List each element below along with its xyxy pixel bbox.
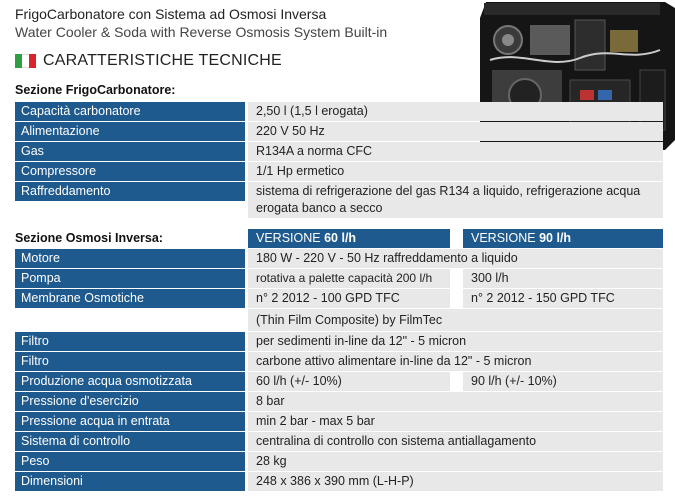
fc-section-title: Sezione FrigoCarbonatore:	[15, 83, 176, 97]
table-row	[15, 392, 663, 411]
version-a-header: VERSIONE 60 l/h	[248, 229, 450, 248]
section-heading: CARATTERISTICHE TECNICHE	[43, 52, 282, 69]
table-row	[15, 472, 663, 491]
row-value-b: 90 l/h (+/- 10%)	[463, 372, 663, 391]
table-row	[15, 269, 663, 288]
row-value: 28 kg	[248, 452, 663, 471]
row-value: sistema di refrigerazione del gas R134 a liquido, refrigerazione acqua erogata banco a secco	[248, 182, 663, 218]
row-value-a: rotativa a palette capacità 200 l/h	[248, 269, 450, 288]
table-row	[15, 412, 663, 431]
row-value: 248 x 386 x 390 mm (L-H-P)	[248, 472, 663, 491]
row-label: Sistema di controllo	[15, 432, 245, 451]
row-value: per sedimenti in-line da 12" - 5 micron	[248, 332, 663, 351]
table-row	[15, 432, 663, 451]
row-value-b: 300 l/h	[463, 269, 663, 288]
version-b-header: VERSIONE 90 l/h	[463, 229, 663, 248]
row-value-a: 60 l/h (+/- 10%)	[248, 372, 450, 391]
row-value: 180 W - 220 V - 50 Hz raffreddamento a liquido	[248, 249, 663, 268]
row-value: R134A a norma CFC	[248, 142, 663, 161]
row-value: 1/1 Hp ermetico	[248, 162, 663, 181]
row-value: 8 bar	[248, 392, 663, 411]
row-label: Pompa	[15, 269, 245, 288]
table-row	[15, 289, 663, 308]
row-value: centralina di controllo con sistema antiallagamento	[248, 432, 663, 451]
row-label: Raffreddamento	[15, 182, 245, 201]
row-label: Membrane Osmotiche	[15, 289, 245, 308]
row-value: 220 V 50 Hz	[248, 122, 663, 141]
row-label: Pressione d'esercizio	[15, 392, 245, 411]
row-value-b: n° 2 2012 - 150 GPD TFC	[463, 289, 663, 308]
row-value: min 2 bar - max 5 bar	[248, 412, 663, 431]
oi-section-title: Sezione Osmosi Inversa:	[15, 231, 163, 245]
row-label: Motore	[15, 249, 245, 268]
table-row	[15, 162, 663, 181]
row-label: Filtro	[15, 332, 245, 351]
table-row	[15, 102, 663, 121]
row-value: (Thin Film Composite) by FilmTec	[248, 309, 663, 331]
row-value: carbone attivo alimentare in-line da 12" - 5 micron	[248, 352, 663, 371]
row-value-a: n° 2 2012 - 100 GPD TFC	[248, 289, 450, 308]
row-label: Produzione acqua osmotizzata	[15, 372, 245, 391]
table-row	[15, 452, 663, 471]
table-row	[15, 352, 663, 371]
italian-flag-icon	[15, 54, 36, 68]
table-row	[15, 332, 663, 351]
row-label	[15, 309, 245, 328]
row-label: Alimentazione	[15, 122, 245, 141]
row-label: Filtro	[15, 352, 245, 371]
table-row	[15, 142, 663, 161]
row-value: 2,50 l (1,5 l erogata)	[248, 102, 663, 121]
row-label: Gas	[15, 142, 245, 161]
version-header-row	[15, 229, 663, 248]
table-row	[15, 182, 663, 218]
table-row	[15, 372, 663, 391]
table-row	[15, 249, 663, 268]
table-row	[15, 122, 663, 141]
row-label: Dimensioni	[15, 472, 245, 491]
product-title: FrigoCarbonatore con Sistema ad Osmosi Inversa	[15, 6, 327, 22]
table-row	[15, 309, 663, 331]
row-label: Peso	[15, 452, 245, 471]
product-subtitle: Water Cooler & Soda with Reverse Osmosis System Built-in	[15, 24, 388, 40]
row-label: Compressore	[15, 162, 245, 181]
row-label: Pressione acqua in entrata	[15, 412, 245, 431]
row-label: Capacità carbonatore	[15, 102, 245, 121]
